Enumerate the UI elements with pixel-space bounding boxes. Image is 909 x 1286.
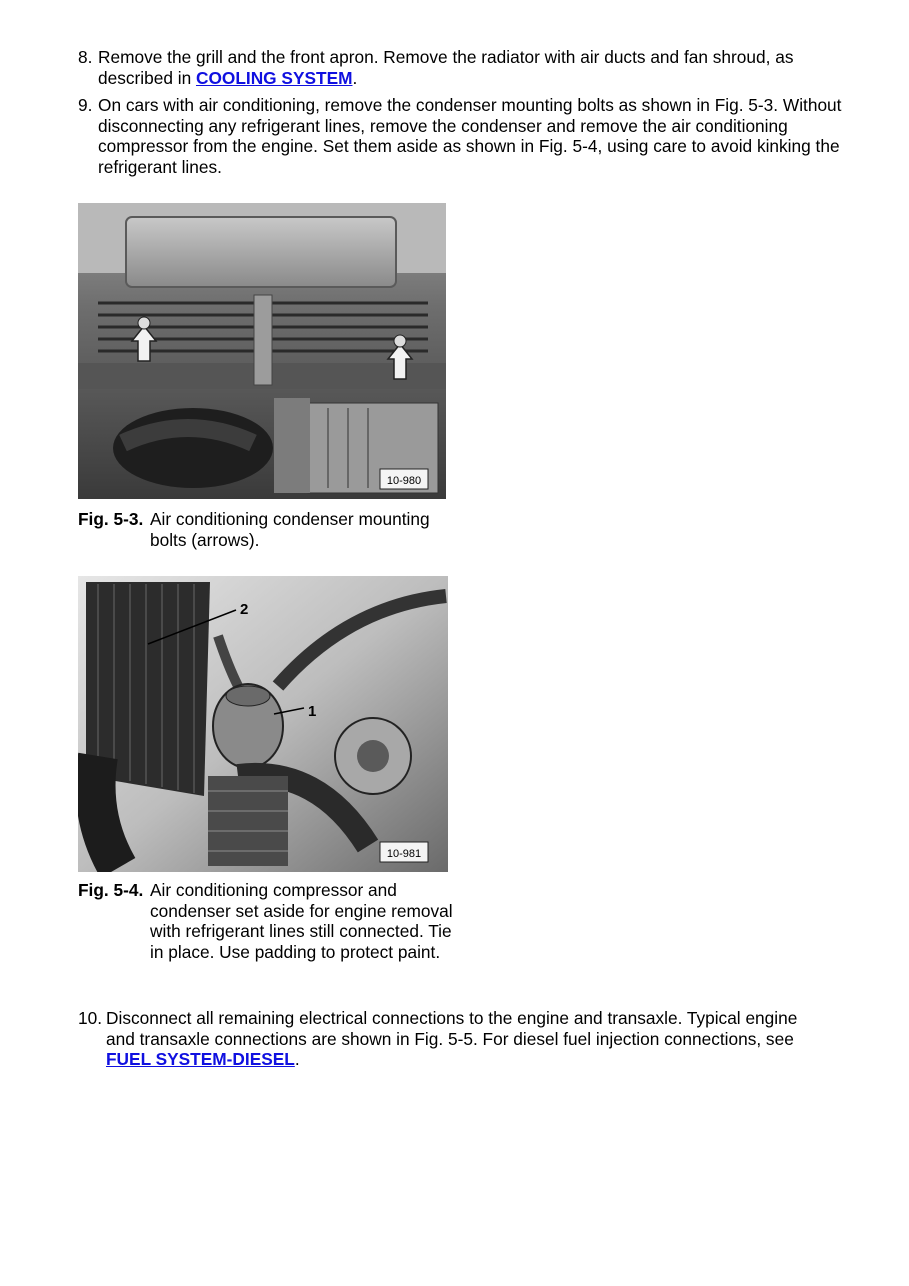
callout-1: 1 (308, 703, 317, 720)
step-10 (78, 1008, 818, 1070)
fuel-system-diesel-link[interactable]: FUEL SYSTEM-DIESEL (106, 1049, 295, 1070)
figure-caption-text: Air conditioning condenser mounting bolts (arrows). (150, 509, 430, 550)
callout-2: 2 (240, 601, 249, 618)
step-text-after-link: . (352, 67, 358, 88)
cooling-system-link[interactable]: COOLING SYSTEM (195, 67, 353, 88)
step-8 (78, 47, 838, 88)
step-number: 9. (78, 95, 93, 115)
step-text (78, 47, 838, 88)
step-text (78, 1008, 818, 1070)
step-9 (78, 95, 848, 177)
figure-label: Fig. 5-3. (78, 509, 144, 529)
fig-5-3-caption (78, 509, 458, 550)
photo-code: 10-980 (386, 475, 422, 487)
step-number: 8. (78, 47, 93, 67)
step-text-after-link: . (294, 1049, 300, 1070)
fig-5-4-photo (78, 576, 448, 872)
fig-5-3-photo (78, 203, 446, 499)
figure-label: Fig. 5-4. (78, 880, 144, 900)
photo-code: 10-981 (386, 848, 422, 860)
fig-5-4-caption (78, 880, 458, 962)
step-text: On cars with air conditioning, remove the condenser mounting bolts as shown in Fig. 5-3. Without disconnecting any refrigerant lines, remove the condenser and remove the air conditioning compressor from the engine. Set them aside as shown in Fig. 5-4, using care to avoid kinking the refrigerant lines. (98, 95, 842, 177)
condenser-bolts-photo-illustration (78, 203, 446, 499)
step-text-before-link: Disconnect all remaining electrical connections to the engine and transaxle. Typical engine and transaxle connections are shown in Fig. 5-5. For diesel fuel injection connections, see (106, 1008, 798, 1049)
figure-caption-text: Air conditioning compressor and condenser set aside for engine removal with refrigerant lines still connected. Tie in place. Use padding to protect paint. (150, 880, 453, 962)
step-text-before-link: Remove the grill and the front apron. Remove the radiator with air ducts and fan shroud, as described in (98, 47, 794, 88)
compressor-set-aside-photo-illustration (78, 576, 448, 872)
step-number: 10. (78, 1008, 103, 1028)
